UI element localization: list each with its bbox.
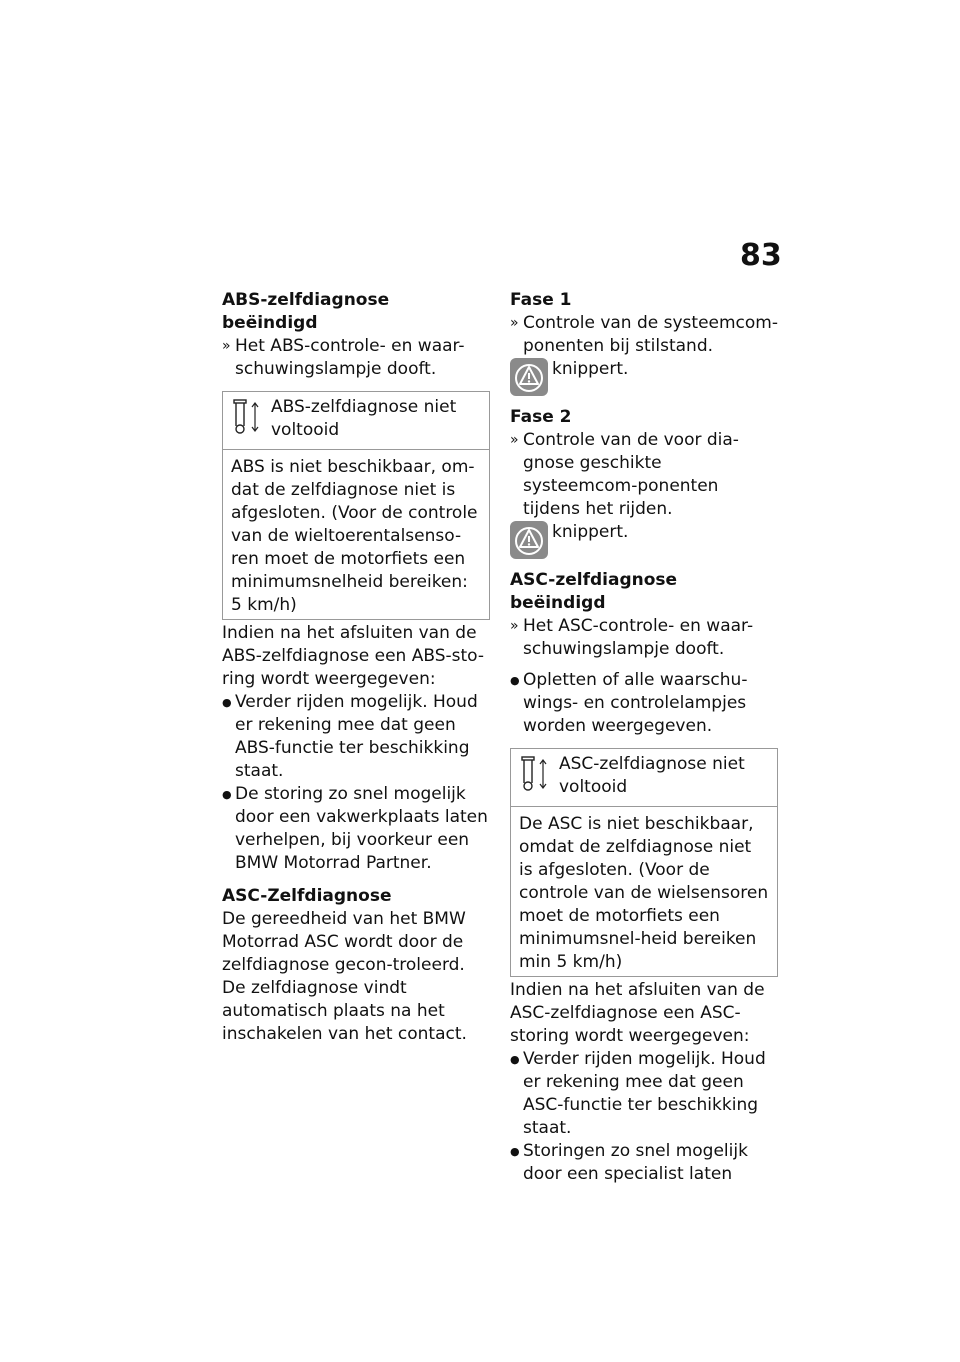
bullet-marker: ● xyxy=(510,1053,520,1066)
step-marker: » xyxy=(510,432,519,448)
asc-end-step-text: Het ASC-controle- en waar-schuwingslampje dooft. xyxy=(523,616,754,659)
asc-bullet-0-text: Opletten of alle waarschu-wings- en controlelampjes worden weergegeven. xyxy=(523,670,748,736)
fase2-step xyxy=(510,429,778,521)
asc-selfdiag-text: De gereedheid van het BMW Motorrad ASC wordt door de zelfdiagnose gecon-troleerd. De zelfdiagnose vindt automatisch plaats na het inschakelen van het contact. xyxy=(222,909,467,1044)
asc-bullet-2-text: Storingen zo snel mogelijk door een specialist laten xyxy=(523,1141,748,1184)
abs-bullet-1 xyxy=(222,691,490,783)
asc-bullet-0 xyxy=(510,669,778,738)
asc-note-title: ASC-zelfdiagnose niet voltooid xyxy=(559,754,745,797)
abs-after-note: Indien na het afsluiten van de ABS-zelfdiagnose een ABS-sto-ring wordt weergegeven: xyxy=(222,623,485,689)
right-column xyxy=(510,289,778,1186)
fase1-blink-text: knippert. xyxy=(552,359,629,379)
asc-bullet-1 xyxy=(510,1048,778,1140)
bullet-marker: ● xyxy=(510,674,520,687)
abs-end-step xyxy=(222,335,490,381)
asc-note-box xyxy=(510,748,778,977)
abs-bullet-2 xyxy=(222,783,490,875)
bullet-marker: ● xyxy=(222,696,232,709)
fase1-step xyxy=(510,312,778,358)
fase1-warning-row xyxy=(510,358,778,396)
asc-end-heading: ASC-zelfdiagnose beëindigd xyxy=(510,570,678,613)
motorcycle-speed-note-icon xyxy=(231,396,265,445)
bullet-marker: ● xyxy=(222,788,232,801)
step-marker: » xyxy=(510,315,519,331)
left-column xyxy=(222,289,490,1046)
asc-selfdiag-heading: ASC-Zelfdiagnose xyxy=(222,886,392,906)
step-marker: » xyxy=(510,618,519,634)
fase2-blink-text: knippert. xyxy=(552,522,629,542)
warning-triangle-icon xyxy=(510,521,548,559)
bullet-marker: ● xyxy=(510,1145,520,1158)
asc-bullet-1-text: Verder rijden mogelijk. Houd er rekening mee dat geen ASC-functie ter beschikking staat. xyxy=(523,1049,766,1138)
abs-end-heading: ABS-zelfdiagnose beëindigd xyxy=(222,290,390,333)
fase1-heading: Fase 1 xyxy=(510,290,572,310)
abs-note-header xyxy=(223,392,489,450)
asc-bullet-2 xyxy=(510,1140,778,1186)
abs-note-box xyxy=(222,391,490,620)
asc-after-note: Indien na het afsluiten van de ASC-zelfdiagnose een ASC-storing wordt weergegeven: xyxy=(510,980,765,1046)
asc-note-header xyxy=(511,749,777,807)
fase2-warning-row xyxy=(510,521,778,559)
abs-note-title: ABS-zelfdiagnose niet voltooid xyxy=(271,397,457,440)
fase2-heading: Fase 2 xyxy=(510,407,572,427)
fase2-step-text: Controle van de voor dia-gnose geschikte systeemcom-ponenten tijdens het rijden. xyxy=(523,430,739,519)
abs-bullet-1-text: Verder rijden mogelijk. Houd er rekening mee dat geen ABS-functie ter beschikking staat. xyxy=(235,692,478,781)
asc-end-step xyxy=(510,615,778,661)
step-marker: » xyxy=(222,338,231,354)
abs-end-step-text: Het ABS-controle- en waar-schuwingslampje dooft. xyxy=(235,336,465,379)
asc-note-body: De ASC is niet beschikbaar, omdat de zelfdiagnose niet is afgesloten. (Voor de controle van de wielsensoren moet de motorfiets een minimumsnel-heid bereiken min 5 km/h) xyxy=(519,814,769,972)
motorcycle-speed-note-icon xyxy=(519,753,553,802)
fase1-step-text: Controle van de systeemcom-ponenten bij stilstand. xyxy=(523,313,778,356)
warning-triangle-icon xyxy=(510,358,548,396)
abs-bullet-2-text: De storing zo snel mogelijk door een vakwerkplaats laten verhelpen, bij voorkeur een BMW Motorrad Partner. xyxy=(235,784,488,873)
page-number: 83 xyxy=(740,238,782,273)
abs-note-body: ABS is niet beschikbaar, om-dat de zelfdiagnose niet is afgesloten. (Voor de controle van de wieltoerentalsenso-ren moet de motorfiets een minimumsnelheid bereiken: 5 km/h) xyxy=(231,457,478,615)
